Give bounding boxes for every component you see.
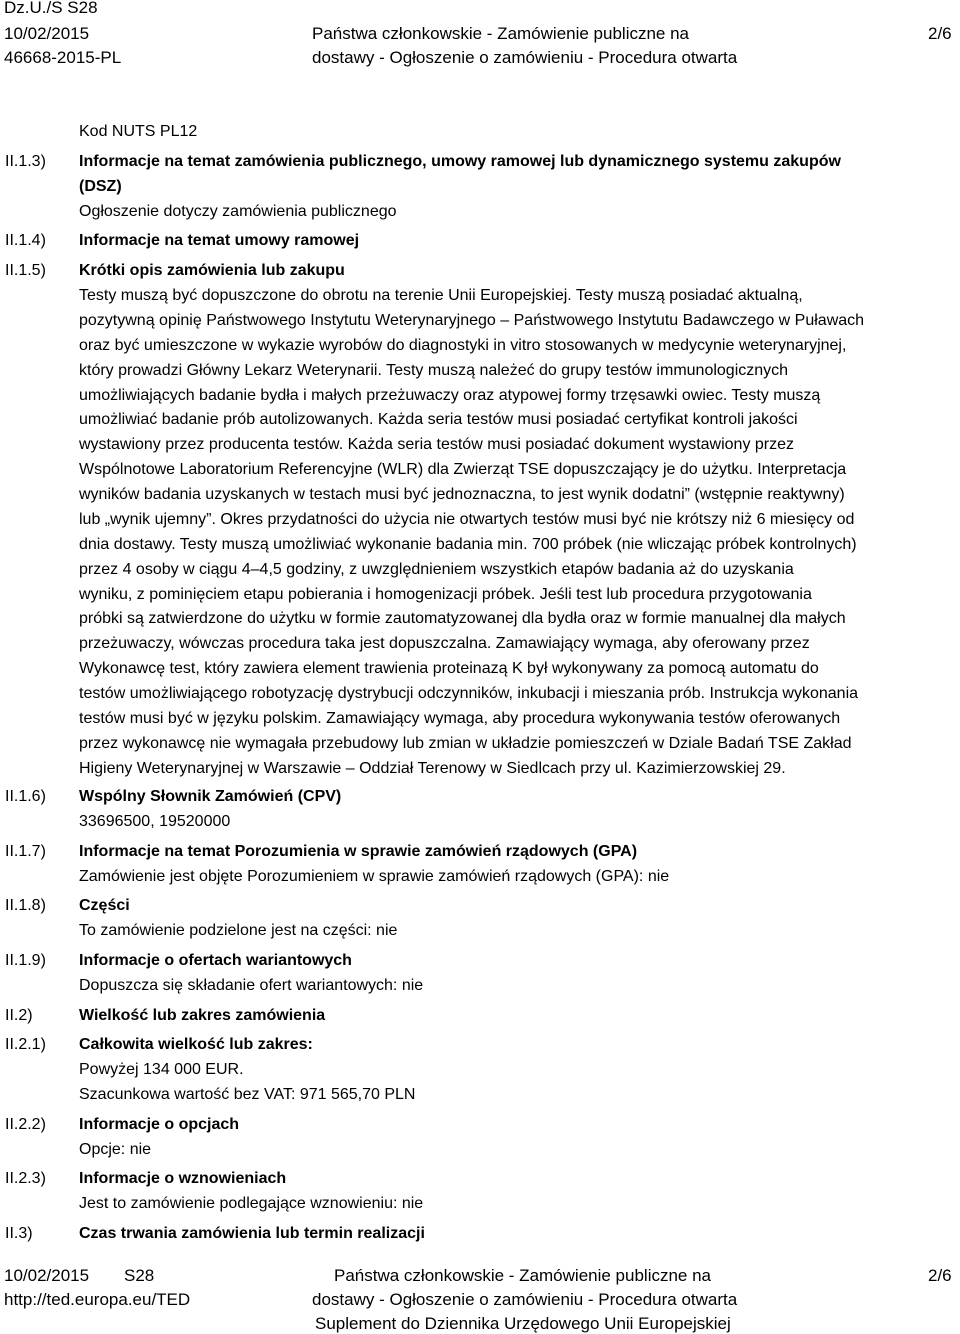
- header-title-line2: dostawy - Ogłoszenie o zamówieniu - Procedura otwarta: [312, 48, 738, 67]
- total-quantity-heading: Całkowita wielkość lub zakres:: [79, 1036, 313, 1053]
- cpv-value: 33696500, 19520000: [79, 813, 231, 830]
- cpv-heading: Wspólny Słownik Zamówień (CPV): [79, 788, 342, 805]
- total-quantity-value: Powyżej 134 000 EUR.: [79, 1061, 244, 1078]
- lots-value: To zamówienie podzielone jest na części: nie: [79, 922, 398, 939]
- description-line: przeżuwaczy, wówczas procedura taka jest dopuszczalna. Zamawiający wymaga, aby oferowany przez: [79, 635, 810, 653]
- section-label-ii-2-2: II.2.2): [5, 1116, 46, 1133]
- renewals-value: Jest to zamówienie podlegające wznowieniu: nie: [79, 1195, 424, 1212]
- section-label-ii-1-4: II.1.4): [5, 232, 46, 249]
- description-line: przez 4 osoby w ciągu 4–4,5 godziny, z uwzględnieniem wszystkich etapów badania aż do uzyskania: [79, 560, 794, 578]
- page-footer: [0, 1264, 960, 1334]
- description-line: lub „wynik ujemny”. Okres przydatności do użycia nie otwartych testów musi być nie krótszy niż 6 miesięcy od: [79, 510, 855, 528]
- description-line: wyniku, z pominięciem etapu pobierania i homogenizacji próbek. Jeśli test lub procedura przygotowania: [79, 585, 812, 603]
- gpa-heading: Informacje na temat Porozumienia w sprawie zamówień rządowych (GPA): [79, 843, 638, 860]
- short-description-heading: Krótki opis zamówienia lub zakupu: [79, 262, 345, 279]
- description-line: umożliwiać badanie prób autolizowanych. Każda seria testów musi posiadać certyfikat kontroli jakości: [79, 411, 798, 429]
- options-value: Opcje: nie: [79, 1141, 152, 1158]
- section-label-ii-1-3: II.1.3): [5, 153, 46, 170]
- section-label-ii-2: II.2): [5, 1007, 33, 1024]
- section-label-ii-1-6: II.1.6): [5, 788, 46, 805]
- footer-title-line1: Państwa członkowskie - Zamówienie publiczne na: [334, 1266, 712, 1285]
- estimated-value: Szacunkowa wartość bez VAT: 971 565,70 PLN: [79, 1086, 416, 1103]
- header-title-line1: Państwa członkowskie - Zamówienie publiczne na: [312, 24, 690, 43]
- description-line: wyników badania uzyskanych w testach musi być jednoznaczna, to jest wynik dodatni” (wstępnie reaktywny): [79, 486, 845, 503]
- section-label-ii-1-8: II.1.8): [5, 897, 46, 914]
- description-line: pozytywną opinię Państwowego Instytutu Weterynaryjnego – Państwowego Instytutu Badawczego w Puławach: [79, 311, 865, 329]
- description-line: który prowadzi Główny Lekarz Weterynarii. Testy muszą należeć do grupy testów immunologicznych: [79, 361, 789, 379]
- footer-title-line3: Suplement do Dziennika Urzędowego Unii Europejskiej: [315, 1314, 731, 1333]
- notice-id: 46668-2015-PL: [4, 48, 122, 67]
- section-label-ii-1-5: II.1.5): [5, 262, 46, 279]
- lots-heading: Części: [79, 897, 130, 914]
- section-label-ii-2-3: II.2.3): [5, 1170, 46, 1187]
- nuts-code: Kod NUTS PL12: [79, 123, 198, 140]
- description-line: oraz być umieszczone w wykazie wyrobów do diagnostyki in vitro stosowanych w medycynie weterynaryjnej,: [79, 336, 847, 354]
- dsz-heading-line1: Informacje na temat zamówienia publicznego, umowy ramowej lub dynamicznego systemu zakupów: [79, 153, 841, 170]
- short-description-text: [79, 284, 949, 782]
- section-label-ii-1-9: II.1.9): [5, 952, 46, 969]
- description-line: Testy muszą być dopuszczone do obrotu na terenie Unii Europejskiej. Testy muszą posiadać aktualną,: [79, 287, 803, 304]
- description-line: wystawiony przez producenta testów. Każda seria testów musi posiadać dokument wystawiony przez: [79, 436, 795, 454]
- options-heading: Informacje o opcjach: [79, 1116, 240, 1133]
- description-line: dnia dostawy. Testy muszą umożliwiać wykonanie badania min. 700 próbek (nie wliczając próbek kontrolnych): [79, 535, 857, 553]
- description-line: Wykonawcę test, który zawiera element trawienia proteinazą K był wykonywany za pomocą automatu do: [79, 660, 819, 678]
- variants-value: Dopuszcza się składanie ofert wariantowych: nie: [79, 977, 424, 994]
- renewals-heading: Informacje o wznowieniach: [79, 1170, 287, 1187]
- description-line: próbki są zatwierdzone do użytku w formie zautomatyzowanej dla bydła oraz w formie manualnej dla małych: [79, 610, 846, 628]
- dsz-value: Ogłoszenie dotyczy zamówienia publicznego: [79, 203, 397, 220]
- description-line: przez wykonawcę nie wymagała przebudowy lub zmian w układzie pomieszczeń w Dziale Badań TSE Zakład: [79, 734, 852, 752]
- gpa-value: Zamówienie jest objęte Porozumieniem w sprawie zamówień rządowych (GPA): nie: [79, 868, 670, 885]
- footer-url: http://ted.europa.eu/TED: [4, 1290, 191, 1309]
- dsz-heading-line2: (DSZ): [79, 178, 122, 195]
- duration-heading: Czas trwania zamówienia lub termin realizacji: [79, 1225, 425, 1242]
- description-line: umożliwiających badanie bydła i małych przeżuwaczy oraz atypowej formy trzęsawki owiec. Testy muszą: [79, 386, 821, 404]
- variants-heading: Informacje o ofertach wariantowych: [79, 952, 352, 969]
- framework-heading: Informacje na temat umowy ramowej: [79, 232, 360, 249]
- footer-page-number: 2/6: [928, 1266, 952, 1285]
- quantity-heading: Wielkość lub zakres zamówienia: [79, 1007, 326, 1024]
- section-label-ii-1-7: II.1.7): [5, 843, 46, 860]
- journal-reference: Dz.U./S S28: [4, 0, 98, 17]
- description-line: Higieny Weterynaryjnej w Warszawie – Oddział Terenowy w Siedlcach przy ul. Kazimierzowskiej 29.: [79, 759, 786, 777]
- description-line: testów musi być w języku polskim. Zamawiający wymaga, aby procedura wykonywania testów oferowanych: [79, 709, 841, 727]
- footer-title-line2: dostawy - Ogłoszenie o zamówieniu - Procedura otwarta: [312, 1290, 738, 1309]
- page-header: [0, 0, 960, 70]
- description-line: testów umożliwiającego robotyzację dystrybucji odczynników, inkubacji i mieszania prób. Instrukcja wykonania: [79, 685, 859, 702]
- footer-date: 10/02/2015: [4, 1266, 90, 1285]
- header-date: 10/02/2015: [4, 24, 90, 43]
- description-line: Wspólnotowe Laboratorium Referencyjne (WLR) dla Zwierząt TSE dopuszczający je do użytku. Interpretacja: [79, 461, 847, 479]
- section-label-ii-2-1: II.2.1): [5, 1036, 46, 1053]
- section-label-ii-3: II.3): [5, 1225, 33, 1242]
- footer-series: S28: [124, 1266, 155, 1285]
- header-page-number: 2/6: [928, 24, 952, 43]
